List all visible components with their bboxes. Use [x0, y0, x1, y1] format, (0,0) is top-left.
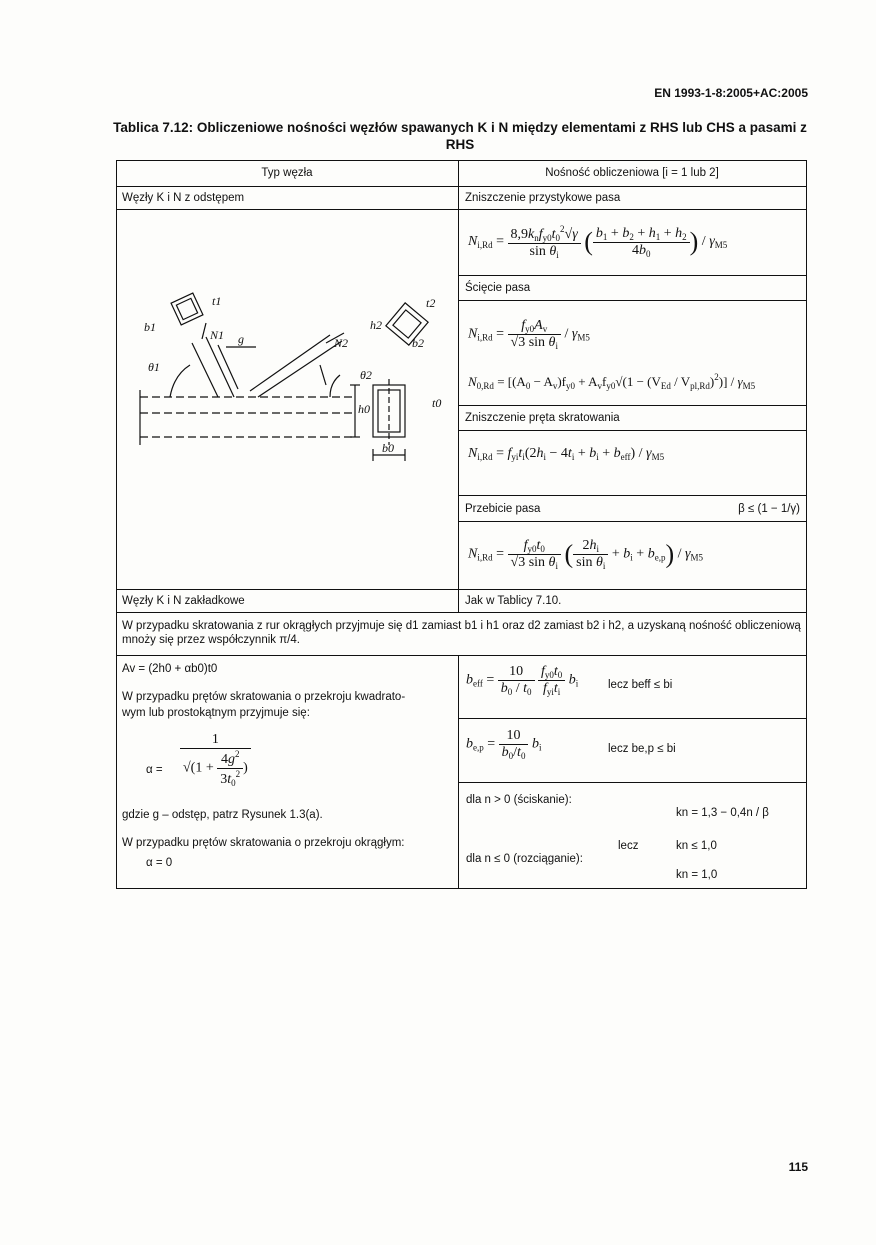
label-n2: N2	[334, 336, 349, 350]
alpha-formula: 1 √(1 + $\frac{4g^2}{3t_0^2}$ )	[180, 732, 251, 788]
label-n1: N1	[210, 328, 225, 342]
circular-text: W przypadku prętów skratowania o przekroju okrągłym:	[122, 837, 405, 849]
formula-chord-face: $N_{i,Rd}$ = $\frac{8,9k_nf_{y0}t_0^2√\gamma}{\sin \theta_i}$ ( $\frac{b_1 + b_2 + h_1 + h_2}{4b_0}$ ) / $\gamma_{M5}$	[468, 224, 728, 260]
overlap-joints-label: Węzły K i N zakładkowe	[122, 595, 245, 607]
kn-limit: kn ≤ 1,0	[676, 840, 717, 852]
alpha-label: α =	[146, 764, 163, 776]
formula-chord-shear: $N_{i,Rd}$ = $\frac{f_{y0}A_v}{√3 \sin \theta_i}$ / $\gamma_{M5}$	[468, 318, 590, 351]
label-h2: h2	[370, 318, 382, 332]
punching-heading: Przebicie pasa	[465, 503, 541, 515]
label-theta2: θ2	[360, 368, 372, 382]
label-b0: b0	[382, 441, 394, 455]
gap-joints-label: Węzły K i N z odstępem	[122, 192, 245, 204]
square-text-2: wym lub prostokątnym przyjmuje się:	[122, 707, 310, 719]
beff-condition: lecz beff ≤ bi	[608, 679, 673, 691]
formula-brace-failure: $N_{i,Rd} = f_{yi}t_i(2h_i - 4t_i + b_i + b_{eff}) / \gamma_{M5}$	[468, 446, 665, 462]
chord-shear-heading: Ścięcie pasa	[465, 282, 531, 294]
label-g: g	[238, 332, 244, 346]
kn-formula: kn = 1,3 − 0,4n / β	[676, 807, 769, 819]
label-t2: t2	[426, 296, 436, 310]
page-number: 115	[788, 1160, 808, 1174]
label-theta1: θ1	[148, 360, 160, 374]
kn-one: kn = 1,0	[676, 869, 718, 881]
label-t0: t0	[432, 396, 442, 410]
k-joint-diagram	[130, 285, 450, 475]
n-compression: dla n > 0 (ściskanie):	[466, 794, 572, 806]
av-formula: Av = (2h0 + αb0)t0	[122, 663, 218, 675]
formula-beff: $b_{eff}$ = $\frac{10}{b_0 / t_0}$ $\frac{f_{y0}t_0}{f_{yi}t_i}$ $b_i$	[466, 664, 579, 697]
formula-punching: $N_{i,Rd}$ = $\frac{f_{y0}t_0}{√3 \sin \theta_i}$ ( $\frac{2h_i}{\sin \theta_i}$ + $b_i + b_{e,p}) / \gamma_{M5}$	[468, 538, 704, 571]
overlap-reference: Jak w Tablicy 7.10.	[465, 595, 562, 607]
chs-note: W przypadku skratowania z rur okrągłych przyjmuje się d1 zamiast b1 i h1 oraz d2 zamiast b2 i h2, a uzyskaną nośność obliczeniową mnoży się przez współczynnik π/4.	[122, 620, 801, 646]
punching-condition: β ≤ (1 − 1/γ)	[738, 503, 800, 515]
brace-failure-heading: Zniszczenie pręta skratowania	[465, 412, 620, 424]
col1-header: Typ węzła	[261, 167, 313, 179]
table-title: Tablica 7.12: Obliczeniowe nośności węzłów spawanych K i N między elementami z RHS lub CHS a pasami z RHS	[113, 120, 807, 152]
bep-condition: lecz be,p ≤ bi	[608, 743, 676, 755]
label-b1: b1	[144, 320, 156, 334]
kn-lecz: lecz	[618, 840, 639, 852]
chord-face-heading: Zniszczenie przystykowe pasa	[465, 192, 621, 204]
alpha-zero: α = 0	[146, 857, 173, 869]
label-b2: b2	[412, 336, 424, 350]
formula-chord-axial: $N_{0,Rd} = [(A_0 - A_v)f_{y0} + A_vf_{y0}√(1 - (V_{Ed} / V_{pl,Rd})^2)] / \gamma_{M5}$	[468, 372, 756, 391]
n-tension: dla n ≤ 0 (rozciąganie):	[466, 853, 583, 865]
formula-bep: $b_{e,p}$ = $\frac{10}{b_0/t_0}$ $b_i$	[466, 728, 542, 761]
standard-header: EN 1993-1-8:2005+AC:2005	[654, 86, 808, 100]
col2-header: Nośność obliczeniowa [i = 1 lub 2]	[545, 167, 719, 179]
gap-note: gdzie g – odstęp, patrz Rysunek 1.3(a).	[122, 809, 323, 821]
label-t1: t1	[212, 294, 222, 308]
label-h0: h0	[358, 402, 370, 416]
square-text-1: W przypadku prętów skratowania o przekroju kwadrato-	[122, 691, 406, 703]
